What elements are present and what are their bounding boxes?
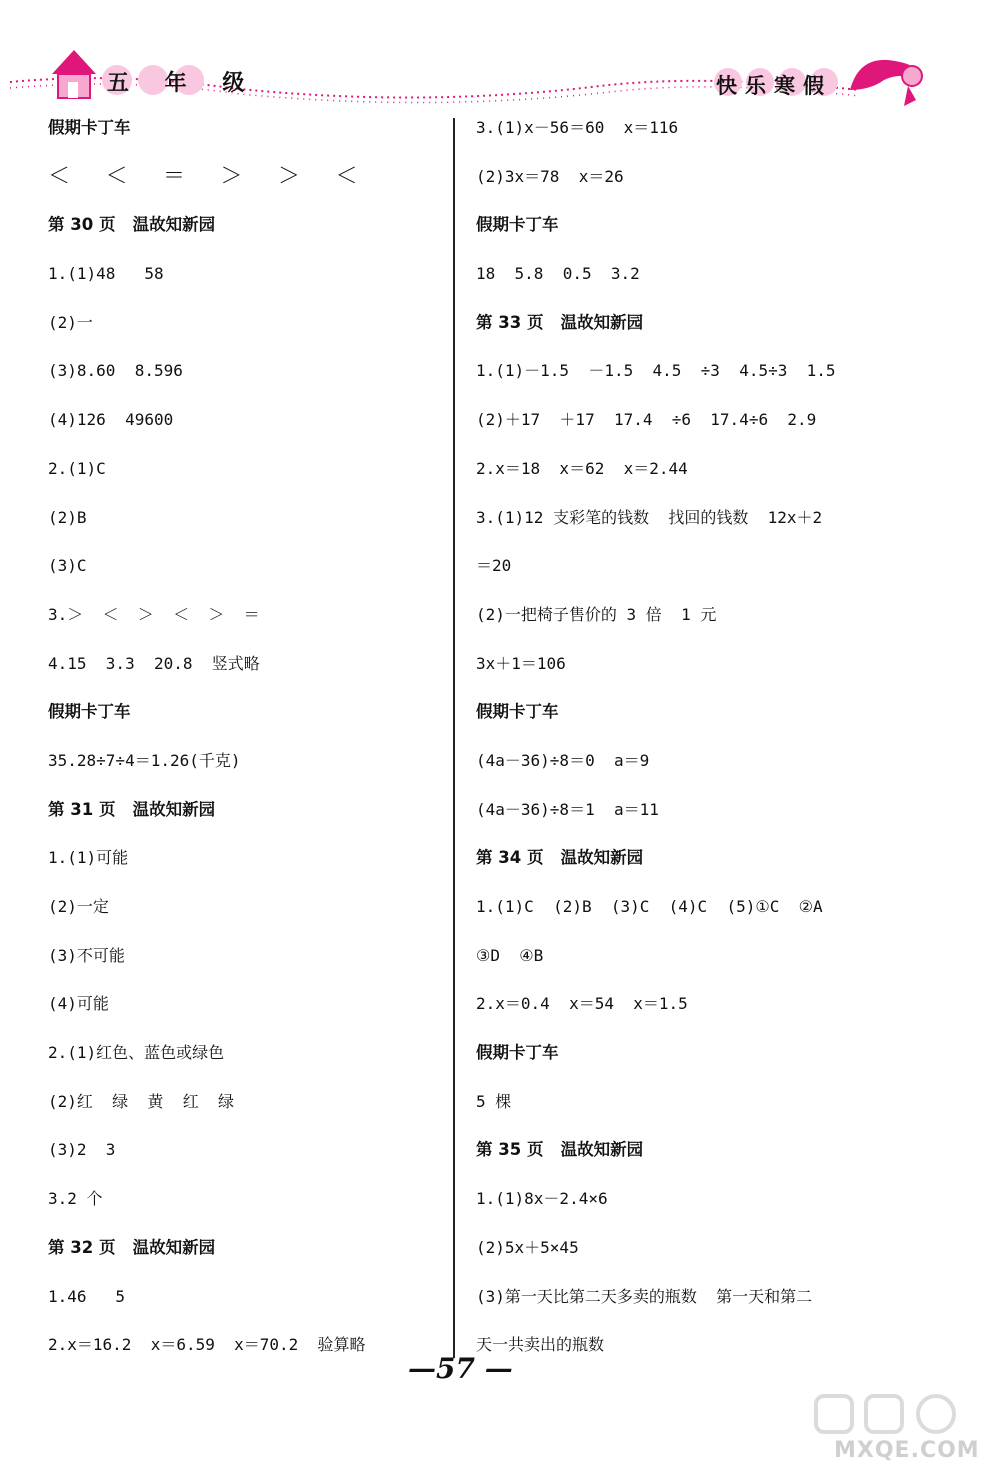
answer-line: ③D ④B (476, 945, 544, 965)
answer-line: 2.x＝16.2 x＝6.59 x＝70.2 验算略 (48, 1335, 366, 1355)
answer-line: 1.(1)8x－2.4×6 (476, 1189, 608, 1209)
dolphin-icon (850, 60, 922, 106)
section-heading: 假期卡丁车 (476, 702, 559, 722)
answer-line: (4a－36)÷8＝0 a＝9 (476, 750, 650, 770)
answer-line: (2)B (48, 507, 87, 527)
page-header (0, 0, 1000, 110)
brand-label: 快乐寒假 (716, 74, 832, 98)
answer-line: (2)红 绿 黄 红 绿 (48, 1091, 234, 1111)
answer-line: (2)一把椅子售价的 3 倍 1 元 (476, 604, 717, 624)
answer-line: (3)8.60 8.596 (48, 361, 183, 381)
right-column (476, 104, 956, 1370)
answer-line: 2.x＝0.4 x＝54 x＝1.5 (476, 994, 688, 1014)
answer-line: (3)不可能 (48, 945, 125, 965)
section-heading: 第 32 页 温故知新园 (48, 1237, 216, 1257)
section-heading: 第 33 页 温故知新园 (476, 312, 644, 332)
watermark-text: MXQE.COM (834, 1438, 980, 1463)
answer-line: (4a－36)÷8＝1 a＝11 (476, 799, 659, 819)
answer-line: 1.(1)－1.5 －1.5 4.5 ÷3 4.5÷3 1.5 (476, 361, 836, 381)
answer-line: (4)126 49600 (48, 410, 174, 430)
answer-line: 2.(1)C (48, 458, 106, 478)
answer-line: 3.(1)x－56＝60 x＝116 (476, 118, 679, 137)
answer-line: 天一共卖出的瓶数 (476, 1335, 605, 1355)
section-heading: 假期卡丁车 (48, 118, 131, 137)
answer-line: 18 5.8 0.5 3.2 (476, 264, 640, 284)
answer-line: 1.(1)C (2)B (3)C (4)C (5)①C ②A (476, 897, 823, 916)
answer-line: 2.(1)红色、蓝色或绿色 (48, 1043, 225, 1063)
answer-line: (2)一定 (48, 897, 109, 916)
watermark (806, 1394, 996, 1468)
house-icon (52, 50, 96, 98)
answer-line: (3)C (48, 556, 87, 576)
section-heading: 假期卡丁车 (48, 702, 131, 722)
answer-line: ＜ ＜ ＝ ＞ ＞ ＜ (48, 163, 361, 189)
grade-label: 五 年 级 (107, 71, 259, 96)
column-divider (453, 118, 455, 1358)
answer-line: 3.＞ ＜ ＞ ＜ ＞ ＝ (48, 604, 260, 624)
answer-line: 3.2 个 (48, 1189, 103, 1209)
section-heading: 第 31 页 温故知新园 (48, 799, 216, 819)
answer-line: (2)一 (48, 312, 93, 332)
answer-line: 1.46 5 (48, 1286, 126, 1306)
answer-line: 35.28÷7÷4＝1.26(千克) (48, 750, 241, 770)
answer-line: 4.15 3.3 20.8 竖式略 (48, 653, 260, 673)
answer-line: 1.(1)可能 (48, 848, 129, 868)
answer-line: (2)＋17 ＋17 17.4 ÷6 17.4÷6 2.9 (476, 410, 817, 430)
section-heading: 第 34 页 温故知新园 (476, 848, 644, 868)
answer-line: 5 棵 (476, 1091, 512, 1111)
left-column (48, 104, 428, 1370)
section-heading: 第 35 页 温故知新园 (476, 1140, 644, 1160)
answer-line: 3.(1)12 支彩笔的钱数 找回的钱数 12x＋2 (476, 507, 823, 527)
answer-line: (4)可能 (48, 994, 109, 1014)
section-heading: 假期卡丁车 (476, 215, 559, 235)
answer-line: ＝20 (476, 556, 512, 576)
answer-line: 2.x＝18 x＝62 x＝2.44 (476, 458, 688, 478)
section-heading: 假期卡丁车 (476, 1043, 559, 1063)
answer-line: (2)5x＋5×45 (476, 1237, 579, 1257)
page-number: —57 — (408, 1352, 513, 1385)
answer-line: 3x＋1＝106 (476, 653, 566, 673)
answer-line: (2)3x＝78 x＝26 (476, 166, 624, 186)
answer-line: 1.(1)48 58 (48, 264, 164, 284)
section-heading: 第 30 页 温故知新园 (48, 215, 216, 235)
answer-line: (3)2 3 (48, 1140, 116, 1160)
answer-line: (3)第一天比第二天多卖的瓶数 第一天和第二 (476, 1286, 813, 1306)
